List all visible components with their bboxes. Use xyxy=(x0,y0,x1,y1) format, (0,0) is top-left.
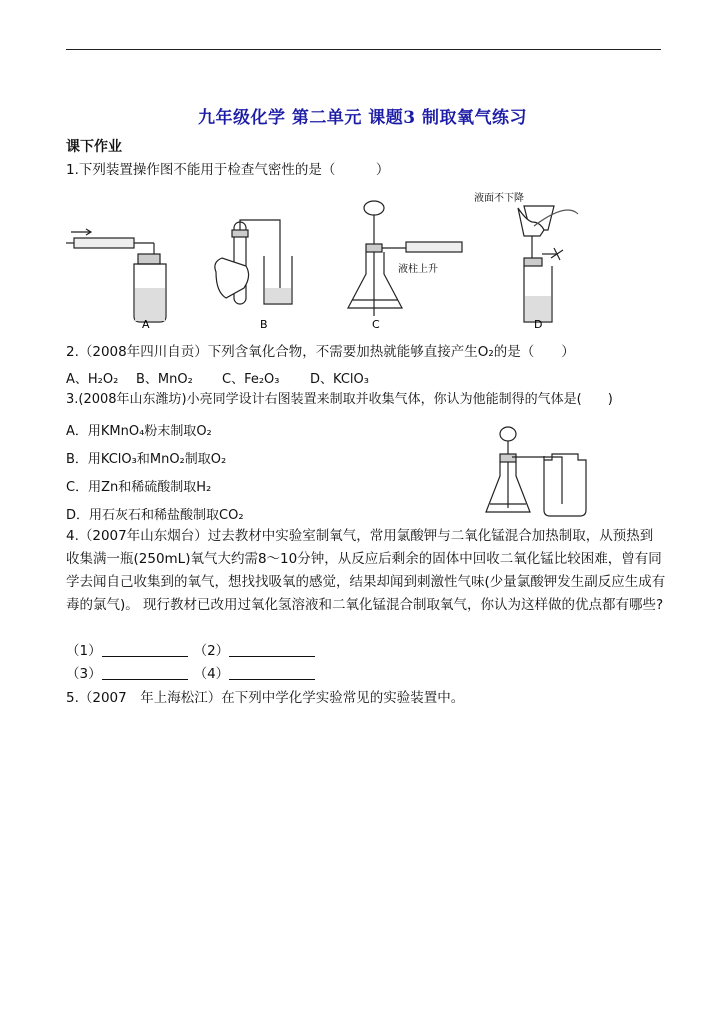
question-2-option-c: C、Fe₂O₃ xyxy=(222,372,280,387)
figure-d-funnel-bottle xyxy=(518,206,578,322)
question-5-stem: 5.（2007 年上海松江）在下列中学化学实验常见的实验装置中。 xyxy=(66,690,465,706)
question-2-option-a: A、H₂O₂ xyxy=(66,372,119,387)
blank-2-label: （2） xyxy=(193,643,230,659)
blank-3-line[interactable] xyxy=(102,665,188,680)
question-3-stem: 3.(2008年山东潍坊)小亮同学设计右图装置来制取并收集气体，你认为他能制得的气体是( ) xyxy=(66,392,613,407)
blank-4-label: （4） xyxy=(193,666,230,682)
blank-3-label: （3） xyxy=(66,666,102,682)
question-3-option-b: B．用KClO₃和MnO₂制取O₂ xyxy=(66,452,227,467)
question-3-option-c: C．用Zn和稀硫酸制取H₂ xyxy=(66,480,212,495)
figure-c-annotation: 液柱上升 xyxy=(398,264,438,275)
figure-a-label: A xyxy=(142,318,150,331)
question-4-text: 4.（2007年山东烟台）过去教材中实验室制氧气，常用氯酸钾与二氧化锰混合加热制取，从预热到收集满一瓶(250mL)氧气大约需8～10分钟，从反应后剩余的固体中回收二氧化锰比较困难，曾有同学去闻自己收集到的氧气，想找找吸氧的感觉，结果却闻到刺激性气味(少量氯酸钾发生副反应生成有毒的氯气)。 现行教材已改用过氧化氢溶液和二氧化锰混合制取氧气，你认为这样做的优点都有哪些? xyxy=(66,528,666,613)
figure-c-label: C xyxy=(372,318,380,331)
blank-1-label: （1） xyxy=(66,643,102,659)
figure-b-label: B xyxy=(260,318,268,331)
page-title: 九年级化学 第二单元 课题3 制取氧气练习 xyxy=(197,108,528,128)
figure-d-annotation: 液面不下降 xyxy=(474,193,524,204)
question-2-stem: 2.（2008年四川自贡）下列含氧化合物，不需要加热就能够直接产生O₂的是（ ） xyxy=(66,344,575,360)
figure-a-syringe-bottle xyxy=(66,229,166,322)
question-4-blank-row-2 xyxy=(66,664,315,684)
blank-1-line[interactable] xyxy=(102,642,188,657)
question-1-figures xyxy=(66,192,586,334)
blank-2-line[interactable] xyxy=(229,642,315,657)
question-3-apparatus xyxy=(484,424,594,520)
question-2-option-b: B、MnO₂ xyxy=(136,372,193,387)
question-4-blank-row-1 xyxy=(66,641,315,661)
question-1-stem: 1.下列装置操作图不能用于检查气密性的是（ ） xyxy=(66,162,390,178)
figure-c-funnel-flask xyxy=(348,201,462,316)
question-2-option-d: D、KClO₃ xyxy=(310,372,369,387)
question-3-option-d: D．用石灰石和稀盐酸制取CO₂ xyxy=(66,508,244,523)
section-heading: 课下作业 xyxy=(66,139,122,155)
header-rule xyxy=(66,49,661,50)
blank-4-line[interactable] xyxy=(229,665,315,680)
figure-b-hand-tube-beaker xyxy=(215,220,292,304)
figure-d-label: D xyxy=(534,318,543,331)
question-3-option-a: A．用KMnO₄粉末制取O₂ xyxy=(66,424,212,439)
